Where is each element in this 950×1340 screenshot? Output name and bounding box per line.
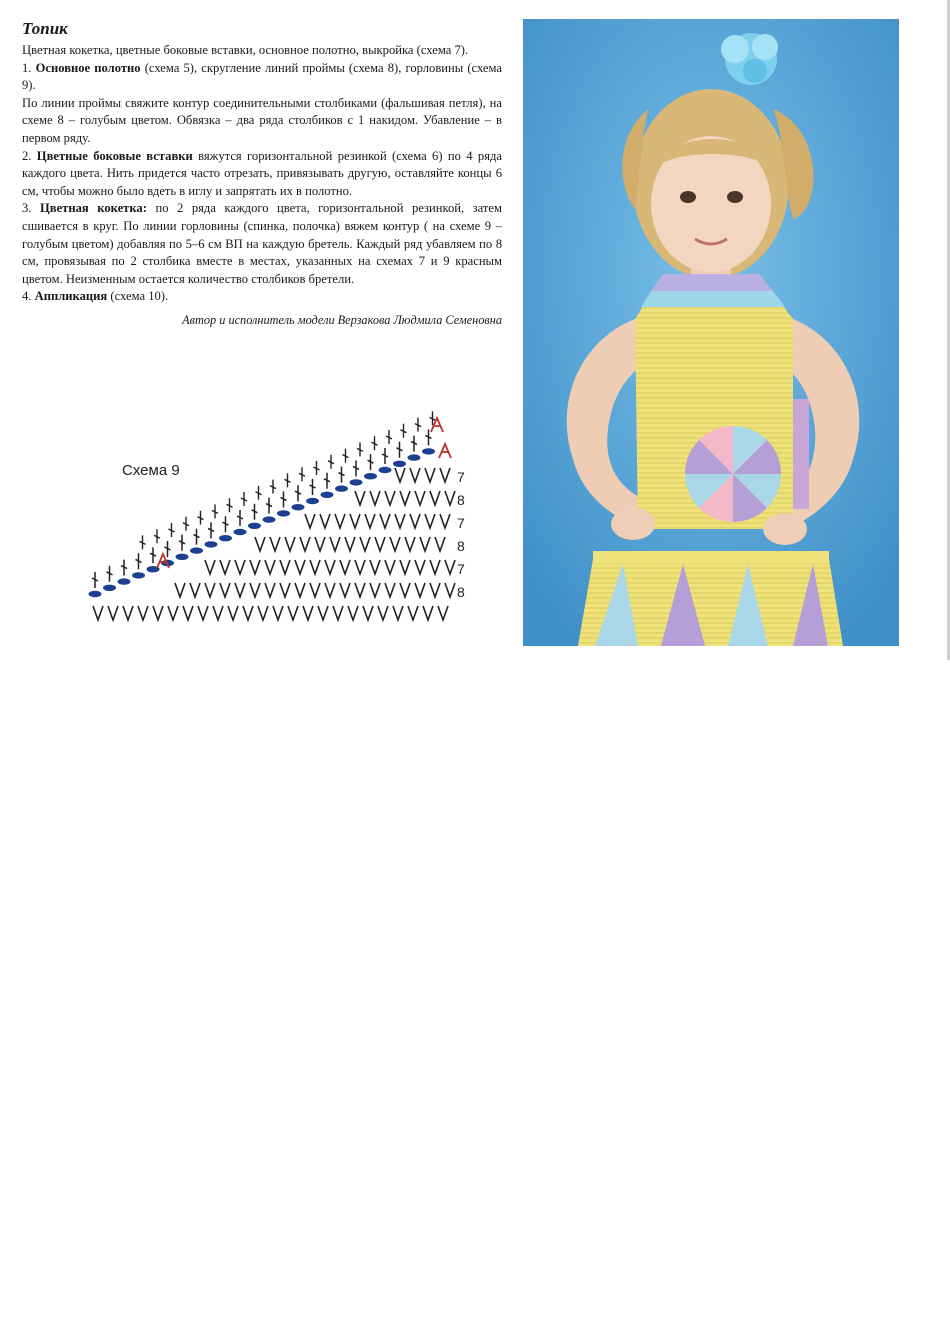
sc-stitch	[410, 514, 420, 528]
sc-stitch	[445, 583, 455, 597]
dc-stitch	[368, 454, 374, 470]
sc-stitch	[280, 583, 290, 597]
step-1-extra: По линии проймы свяжите контур соединительными столбиками (фальшивая петля), на схеме 8 – голубым цветом. Обвязка – два ряда столбиков с 1 накидом. Убавление – в первом ряду.	[22, 95, 502, 145]
sc-stitch	[235, 560, 245, 574]
dc-stitch	[266, 498, 272, 514]
sc-stitch	[175, 583, 185, 597]
sc-stitch	[305, 514, 315, 528]
sc-stitch	[375, 537, 385, 551]
sc-stitch	[258, 606, 268, 620]
sc-stitch	[325, 560, 335, 574]
sc-stitch	[320, 514, 330, 528]
intro-paragraph: Цветная кокетка, цветные боковые вставки, основное полотно, выкройка (схема 7).	[22, 43, 469, 57]
sc-stitch	[335, 514, 345, 528]
chart-row-numbers	[457, 469, 465, 600]
step-text: по 2 ряда каждого цвета, горизонтальной резинкой, затем сшивается в круг. По линии горловины (спинка, полочка) вяжем контур ( на схеме 9 – голубым цветом) добавляя по 5–6 см ВП на каждую бретель. Каждый ряд убавляем по 8 см, провязывая по 2 столбика вместе в местах, указанных на схемах 7 и 9 красным цветом. Неизменным остается количество столбиков бретели.	[22, 201, 502, 286]
sc-stitch	[280, 560, 290, 574]
sc-stitch	[430, 491, 440, 505]
dc-stitch	[357, 442, 363, 456]
sc-stitch	[340, 560, 350, 574]
sc-stitch	[310, 583, 320, 597]
knitted-top	[635, 274, 809, 529]
sc-stitch	[265, 560, 275, 574]
contour-chain	[103, 585, 116, 591]
dc-stitch	[165, 541, 171, 557]
step-3	[22, 200, 502, 288]
crochet-chart-scheme-9	[85, 402, 475, 642]
sc-stitch	[138, 606, 148, 620]
sc-stitch	[198, 606, 208, 620]
sc-stitch	[445, 491, 455, 505]
dc-stitch	[372, 436, 378, 450]
dc-stitch	[285, 473, 291, 487]
row-number: 8	[457, 538, 465, 554]
sc-stitch	[370, 583, 380, 597]
sc-stitch	[300, 537, 310, 551]
dc-stitch	[223, 516, 229, 532]
dc-stitch	[150, 547, 156, 563]
dc-stitch	[386, 430, 392, 444]
dc-stitch	[169, 523, 175, 537]
contour-chain	[422, 448, 435, 454]
sc-stitch	[288, 606, 298, 620]
dc-stitch	[256, 486, 262, 500]
sc-stitch	[363, 606, 373, 620]
sc-stitch	[315, 537, 325, 551]
dc-stitch	[270, 480, 276, 494]
step-number: 4.	[22, 289, 32, 304]
sc-stitch	[440, 468, 450, 482]
dc-stitch	[140, 535, 146, 549]
sc-stitch	[423, 606, 433, 620]
contour-chain	[190, 547, 203, 553]
sc-stitch	[415, 583, 425, 597]
contour-chain	[132, 572, 145, 578]
applique-wheel	[685, 426, 781, 522]
sc-stitch	[400, 491, 410, 505]
step-number: 2.	[22, 148, 32, 163]
sc-stitch	[228, 606, 238, 620]
decrease-mark	[439, 444, 451, 458]
sc-stitch	[220, 560, 230, 574]
sc-stitch	[340, 583, 350, 597]
sc-stitch	[360, 537, 370, 551]
sc-stitch	[333, 606, 343, 620]
sc-stitch	[235, 583, 245, 597]
sc-stitch	[153, 606, 163, 620]
dc-stitch	[241, 492, 247, 506]
sc-stitch	[415, 491, 425, 505]
sc-stitch	[350, 514, 360, 528]
step-4	[22, 288, 502, 306]
sc-stitch	[430, 560, 440, 574]
sc-stitch	[390, 537, 400, 551]
sc-stitch	[205, 560, 215, 574]
sc-stitch	[243, 606, 253, 620]
sc-stitch	[295, 560, 305, 574]
contour-chain	[118, 578, 131, 584]
sc-stitch	[273, 606, 283, 620]
dc-stitch	[353, 460, 359, 476]
sc-stitch	[123, 606, 133, 620]
step-number: 3.	[22, 201, 32, 216]
sc-stitch	[270, 537, 280, 551]
dc-stitch	[198, 511, 204, 525]
sc-stitch	[183, 606, 193, 620]
sc-stitch	[400, 583, 410, 597]
row-number: 8	[457, 584, 465, 600]
dc-stitch	[401, 424, 407, 438]
dc-stitch	[212, 504, 218, 518]
contour-chain	[379, 467, 392, 473]
contour-chain	[306, 498, 319, 504]
sc-stitch	[405, 537, 415, 551]
sc-stitch	[440, 514, 450, 528]
sc-stitch	[420, 537, 430, 551]
contour-chain	[364, 473, 377, 479]
sc-stitch	[380, 514, 390, 528]
article-text	[22, 18, 502, 330]
sc-stitch	[190, 583, 200, 597]
sc-stitch	[408, 606, 418, 620]
sc-stitch	[265, 583, 275, 597]
sc-stitch	[250, 583, 260, 597]
sc-stitch	[365, 514, 375, 528]
step-text: (схема 5), скругление линий проймы (схема 8), горловины (схема 9).	[22, 60, 502, 93]
model-photo	[523, 19, 899, 646]
sc-stitch	[303, 606, 313, 620]
step-1	[22, 60, 502, 95]
sc-stitch	[355, 491, 365, 505]
contour-chain	[219, 535, 232, 541]
sc-stitch	[255, 537, 265, 551]
sc-stitch	[385, 560, 395, 574]
sc-stitch	[378, 606, 388, 620]
dc-stitch	[107, 566, 113, 582]
contour-chain	[277, 510, 290, 516]
contour-chain	[350, 479, 363, 485]
dc-stitch	[411, 436, 417, 452]
contour-chain	[176, 554, 189, 560]
article-title: Топик	[22, 19, 68, 38]
sc-stitch	[435, 537, 445, 551]
step-2	[22, 148, 502, 201]
dc-stitch	[324, 473, 330, 489]
author-credit: Автор и исполнитель модели Верзакова Людмила Семеновна	[182, 312, 502, 327]
row-number: 7	[457, 561, 465, 577]
sc-stitch	[430, 583, 440, 597]
sc-stitch	[318, 606, 328, 620]
dc-stitch	[295, 485, 301, 501]
dc-stitch	[237, 510, 243, 526]
dc-stitch	[382, 448, 388, 464]
step-heading: Цветные боковые вставки	[36, 148, 193, 163]
contour-chain	[292, 504, 305, 510]
chart-rows	[89, 411, 456, 620]
sc-stitch	[415, 560, 425, 574]
step-text: вяжутся горизонтальной резинкой (схема 6) по 4 ряда каждого цвета. Нить придется часто отрезать, привязывать другую, оставляйте концы 6 см, чтобы можно было вдеть в иглу и запрятать их в полотно.	[22, 148, 502, 198]
sc-stitch	[213, 606, 223, 620]
dc-stitch	[194, 529, 200, 545]
dc-stitch	[310, 479, 316, 495]
sc-stitch	[393, 606, 403, 620]
sc-stitch	[355, 560, 365, 574]
dc-stitch	[397, 442, 403, 458]
row-number: 7	[457, 469, 465, 485]
sc-stitch	[93, 606, 103, 620]
sc-stitch	[400, 560, 410, 574]
sc-stitch	[395, 468, 405, 482]
dc-stitch	[121, 560, 127, 576]
sc-stitch	[220, 583, 230, 597]
dc-stitch	[415, 418, 421, 432]
dc-stitch	[154, 529, 160, 543]
scheme-9-label: Схема 9	[122, 462, 180, 479]
dc-stitch	[339, 467, 345, 483]
sc-stitch	[355, 583, 365, 597]
sc-stitch	[385, 491, 395, 505]
step-heading: Цветная кокетка:	[39, 201, 147, 216]
dc-stitch	[183, 517, 189, 531]
contour-chain	[321, 492, 334, 498]
sc-stitch	[330, 537, 340, 551]
sc-stitch	[348, 606, 358, 620]
model-photo-illustration	[523, 19, 899, 646]
dc-stitch	[227, 498, 233, 512]
sc-stitch	[370, 491, 380, 505]
sc-stitch	[410, 468, 420, 482]
sc-stitch	[438, 606, 448, 620]
sc-stitch	[168, 606, 178, 620]
contour-chain	[393, 461, 406, 467]
dc-stitch	[179, 535, 185, 551]
sc-stitch	[370, 560, 380, 574]
dc-stitch	[314, 461, 320, 475]
dc-stitch	[343, 449, 349, 463]
contour-chain	[335, 485, 348, 491]
dc-stitch	[208, 522, 214, 538]
sc-stitch	[205, 583, 215, 597]
contour-chain	[205, 541, 218, 547]
row-number: 8	[457, 492, 465, 508]
contour-chain	[248, 523, 261, 529]
sc-stitch	[285, 537, 295, 551]
sc-stitch	[425, 514, 435, 528]
step-heading: Основное полотно	[35, 60, 141, 75]
sc-stitch	[445, 560, 455, 574]
dc-stitch	[299, 467, 305, 481]
sc-stitch	[325, 583, 335, 597]
contour-chain	[408, 454, 421, 460]
dc-stitch	[281, 491, 287, 507]
sc-stitch	[310, 560, 320, 574]
dc-stitch	[136, 553, 142, 569]
sc-stitch	[250, 560, 260, 574]
sc-stitch	[395, 514, 405, 528]
sc-stitch	[385, 583, 395, 597]
step-number: 1.	[22, 60, 32, 75]
sc-stitch	[108, 606, 118, 620]
dc-stitch	[92, 572, 98, 588]
dc-stitch	[328, 455, 334, 469]
row-number: 7	[457, 515, 465, 531]
sc-stitch	[345, 537, 355, 551]
step-text: (схема 10).	[107, 289, 169, 304]
knitted-skirt	[578, 551, 843, 646]
step-heading: Аппликация	[34, 289, 108, 304]
contour-chain	[89, 591, 102, 597]
sc-stitch	[295, 583, 305, 597]
dc-stitch	[252, 504, 258, 520]
contour-chain	[263, 516, 276, 522]
contour-chain	[234, 529, 247, 535]
sc-stitch	[425, 468, 435, 482]
